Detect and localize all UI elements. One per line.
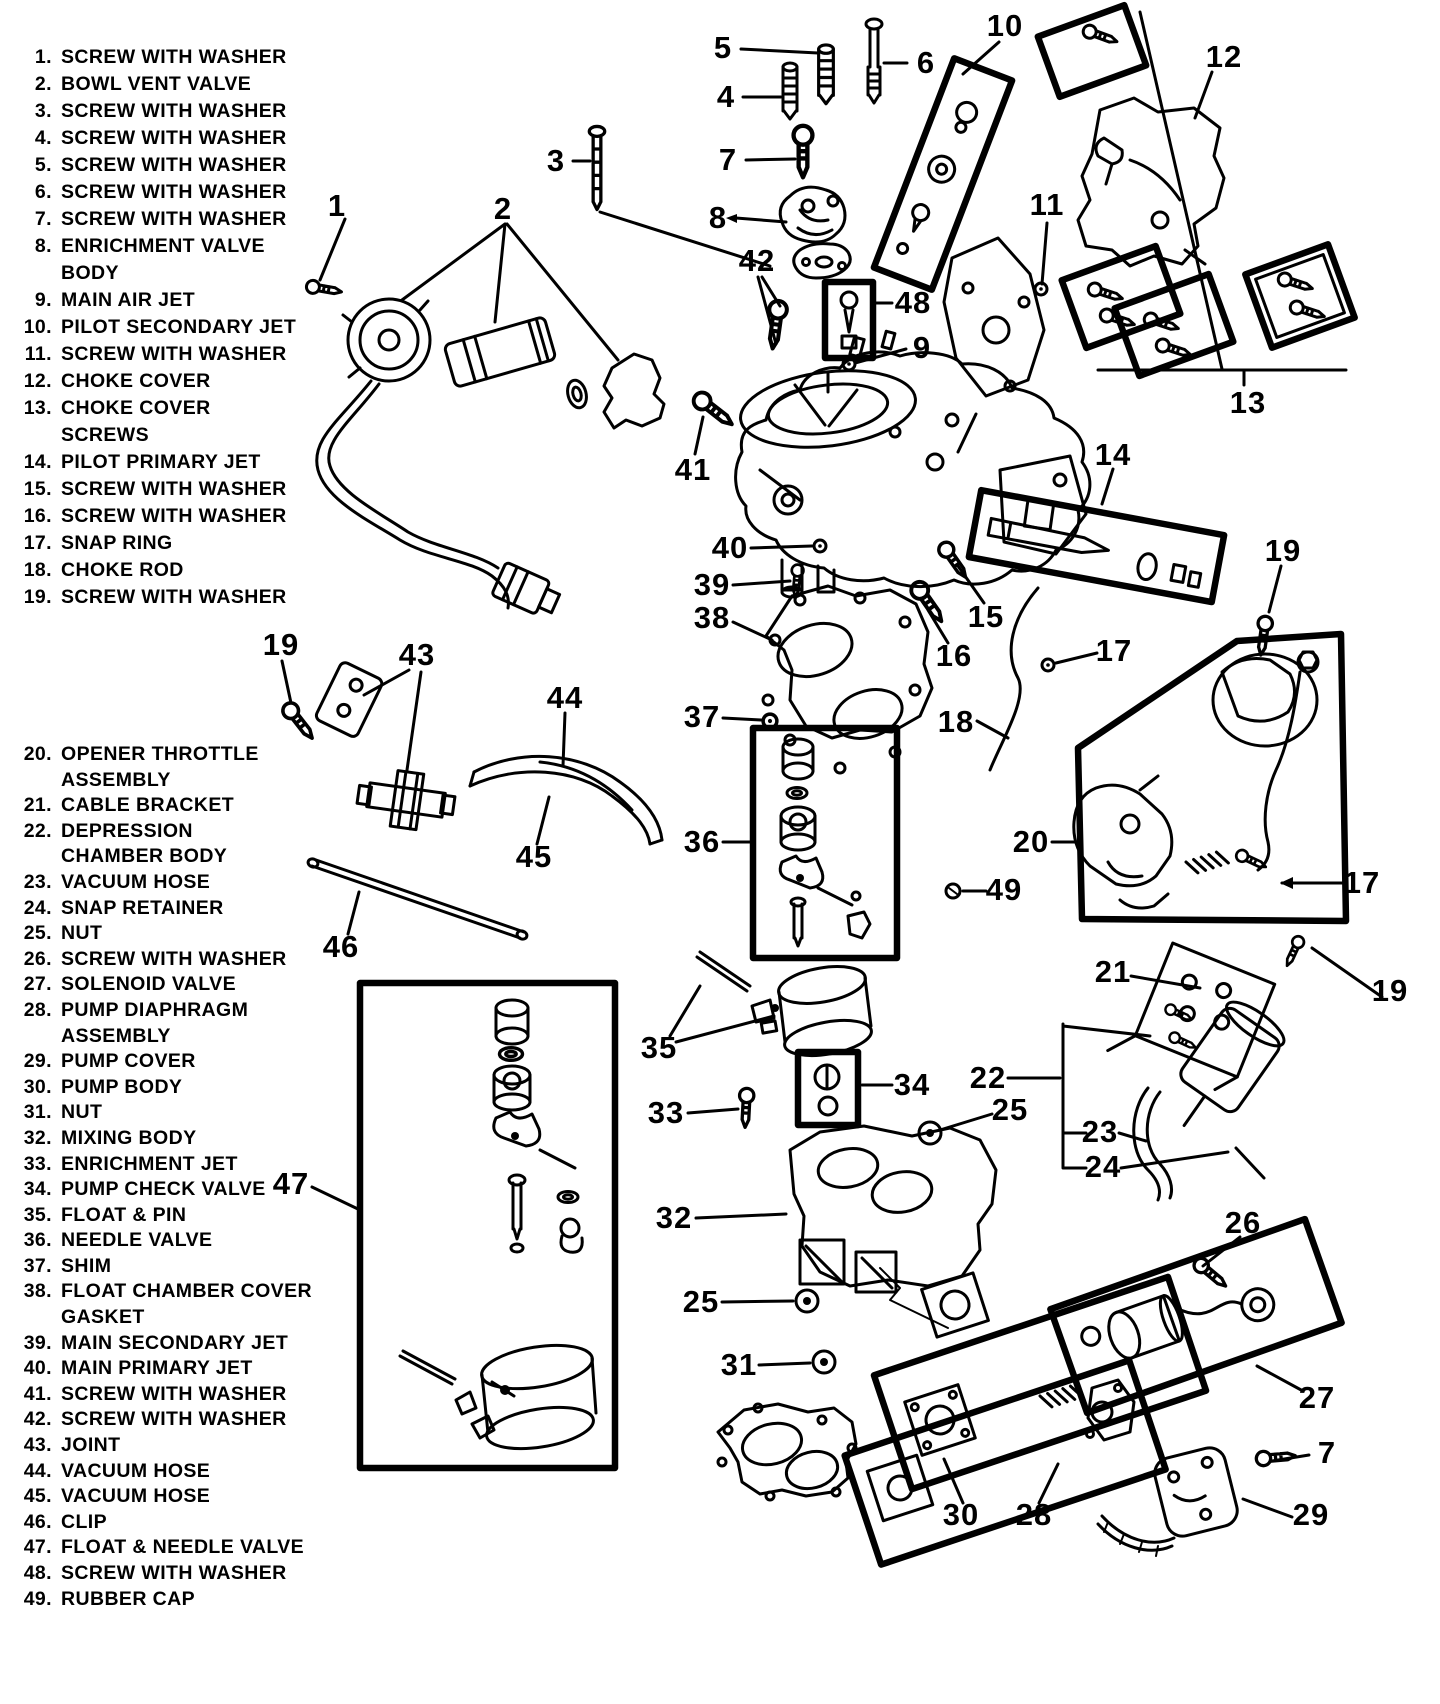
callout-number-20: 20: [1012, 824, 1050, 859]
part-label: CHOKE ROD: [61, 559, 184, 581]
callout-number-46: 46: [322, 929, 360, 964]
callout-number-19: 19: [1264, 533, 1302, 568]
part-label: NUT: [61, 1101, 103, 1124]
parts-list-item: [14, 742, 312, 768]
callout-number-40: 40: [711, 530, 749, 565]
part-number: 31.: [23, 1101, 52, 1124]
part-number: 14.: [23, 451, 52, 473]
part-label: MIXING BODY: [61, 1126, 197, 1149]
parts-list-item: [14, 503, 296, 530]
callout-number-45: 45: [515, 839, 553, 874]
parts-list-item: [14, 1024, 312, 1050]
parts-list-item: [14, 1331, 312, 1357]
part-label: SCREW WITH WASHER: [61, 1562, 287, 1584]
part-label: VACUUM HOSE: [61, 870, 211, 893]
part-label: GASKET: [61, 1306, 145, 1329]
part-number: 17.: [23, 532, 52, 554]
callout-number-41: 41: [674, 452, 712, 487]
callout-number-36: 36: [683, 824, 721, 859]
parts-list-item: [14, 1100, 312, 1126]
parts-list-item: [14, 368, 296, 395]
parts-list-item: [14, 341, 296, 368]
part-number: 9.: [34, 289, 52, 311]
part-label: SCREW WITH WASHER: [61, 100, 287, 122]
part-label: SOLENOID VALVE: [61, 973, 236, 996]
part-number: 5.: [34, 154, 52, 176]
part-number: 42.: [23, 1408, 52, 1431]
part-label: SCREW WITH WASHER: [61, 1382, 287, 1405]
parts-list-item: [14, 44, 296, 71]
part-label: SHIM: [61, 1254, 112, 1277]
callout-number-25: 25: [991, 1092, 1029, 1127]
part-label: CHAMBER BODY: [61, 845, 228, 868]
parts-list-item: [14, 1126, 312, 1152]
parts-list-item: [14, 1433, 312, 1459]
part-number: [14, 422, 52, 449]
callout-number-49: 49: [985, 872, 1023, 907]
part-label: SCREW WITH WASHER: [61, 127, 287, 149]
callout-number-8: 8: [708, 200, 728, 235]
part-label: CABLE BRACKET: [61, 794, 235, 817]
part-label: ASSEMBLY: [61, 768, 171, 791]
part-number: 49.: [23, 1587, 52, 1610]
part-label: SCREW WITH WASHER: [61, 181, 287, 203]
part-number: [14, 1305, 52, 1331]
parts-list-item: [14, 921, 312, 947]
callout-number-11: 11: [1029, 187, 1065, 222]
part-number: 47.: [23, 1536, 52, 1559]
part-number: 45.: [23, 1485, 52, 1508]
parts-list-item: [14, 768, 312, 794]
part-label: PILOT PRIMARY JET: [61, 451, 261, 473]
part-label: SCREWS: [61, 424, 149, 446]
part-number: 25.: [23, 922, 52, 945]
callout-number-47: 47: [272, 1166, 310, 1201]
part-number: 15.: [23, 478, 52, 500]
parts-list-item: [14, 98, 296, 125]
parts-list-item: [14, 1484, 312, 1510]
part-label: MAIN PRIMARY JET: [61, 1357, 253, 1380]
part-number: [14, 1024, 52, 1050]
part-label: PUMP BODY: [61, 1075, 183, 1098]
part-label: SCREW WITH WASHER: [61, 478, 287, 500]
part-label: SCREW WITH WASHER: [61, 586, 287, 608]
part-number: 13.: [23, 397, 52, 419]
parts-list-item: [14, 1587, 312, 1613]
part-number: 44.: [23, 1459, 52, 1482]
part-number: 35.: [23, 1203, 52, 1226]
callout-number-15: 15: [967, 599, 1005, 634]
parts-list-item: [14, 1535, 312, 1561]
callout-number-30: 30: [942, 1497, 980, 1532]
parts-list-item: [14, 287, 296, 314]
part-number: 3.: [34, 100, 52, 122]
parts-list-item: [14, 896, 312, 922]
part-number: 24.: [23, 896, 52, 919]
callout-number-7: 7: [1317, 1435, 1337, 1470]
parts-list-item: [14, 947, 312, 973]
part-label: SCREW WITH WASHER: [61, 46, 287, 68]
parts-list-item: [14, 1203, 312, 1229]
part-number: 34.: [23, 1178, 52, 1201]
parts-list-item: [14, 1177, 312, 1203]
part-number: 21.: [23, 794, 52, 817]
part-number: 20.: [23, 743, 52, 765]
part-label: SNAP RING: [61, 532, 173, 554]
parts-list-item: [14, 449, 296, 476]
parts-list-item: [14, 1356, 312, 1382]
callout-number-25: 25: [682, 1284, 720, 1319]
callout-number-28: 28: [1015, 1497, 1053, 1532]
part-number: 32.: [23, 1126, 52, 1149]
part-number: 40.: [23, 1357, 52, 1380]
part-number: 41.: [23, 1382, 52, 1405]
part-number: 28.: [23, 998, 52, 1021]
part-label: VACUUM HOSE: [61, 1485, 211, 1508]
parts-list-item: [14, 395, 296, 422]
callout-number-35: 35: [640, 1030, 678, 1065]
parts-list-item: [14, 844, 312, 870]
callout-number-10: 10: [986, 8, 1024, 43]
part-label: ASSEMBLY: [61, 1024, 171, 1047]
part-number: 16.: [23, 505, 52, 527]
part-label: SCREW WITH WASHER: [61, 208, 287, 230]
parts-list-item: [14, 1510, 312, 1536]
part-number: 7.: [34, 208, 52, 230]
callout-number-38: 38: [693, 600, 731, 635]
part-number: 39.: [23, 1331, 52, 1354]
parts-list-item: [14, 1459, 312, 1485]
parts-list-item: [14, 422, 296, 449]
callout-number-29: 29: [1292, 1497, 1330, 1532]
callout-number-17: 17: [1343, 865, 1381, 900]
part-label: PUMP DIAPHRAGM: [61, 998, 249, 1021]
part-number: 23.: [23, 870, 52, 893]
parts-list-item: [14, 1561, 312, 1587]
part-number: 6.: [34, 181, 52, 203]
part-number: 46.: [23, 1510, 52, 1533]
part-label: MAIN SECONDARY JET: [61, 1331, 289, 1354]
parts-list-upper: [14, 44, 296, 611]
part-label: SCREW WITH WASHER: [61, 154, 287, 176]
part-label: DEPRESSION: [61, 819, 193, 842]
part-number: 26.: [23, 947, 52, 970]
callout-number-19: 19: [1371, 973, 1409, 1008]
part-label: PUMP CHECK VALVE: [61, 1178, 266, 1201]
part-number: 1.: [34, 46, 52, 68]
part-label: CLIP: [61, 1510, 108, 1533]
part-label: PUMP COVER: [61, 1050, 196, 1073]
callout-number-42: 42: [738, 243, 776, 278]
callout-number-43: 43: [398, 637, 436, 672]
part-label: CHOKE COVER: [61, 370, 211, 392]
callout-number-31: 31: [720, 1347, 758, 1382]
part-number: 38.: [23, 1280, 52, 1303]
parts-list-item: [14, 206, 296, 233]
part-number: 10.: [23, 316, 52, 338]
part-number: 29.: [23, 1050, 52, 1073]
parts-list-item: [14, 1305, 312, 1331]
part-label: SCREW WITH WASHER: [61, 1408, 287, 1431]
part-number: 36.: [23, 1229, 52, 1252]
part-label: PILOT SECONDARY JET: [61, 316, 297, 338]
callout-number-7: 7: [718, 142, 738, 177]
part-label: SCREW WITH WASHER: [61, 505, 287, 527]
parts-list-item: [14, 314, 296, 341]
parts-list-lower: [14, 742, 312, 1612]
parts-list-item: [14, 1075, 312, 1101]
callout-number-27: 27: [1298, 1380, 1336, 1415]
part-label: BODY: [61, 262, 119, 284]
parts-list-item: [14, 179, 296, 206]
callout-number-13: 13: [1229, 385, 1267, 420]
parts-list-item: [14, 1382, 312, 1408]
callout-number-22: 22: [969, 1060, 1007, 1095]
part-label: FLOAT CHAMBER COVER: [61, 1280, 312, 1303]
part-number: [14, 260, 52, 287]
callout-number-9: 9: [912, 330, 932, 365]
parts-list-item: [14, 1407, 312, 1433]
part-number: 4.: [34, 127, 52, 149]
part-label: JOINT: [61, 1434, 121, 1457]
parts-list-item: [14, 1228, 312, 1254]
callout-number-26: 26: [1224, 1205, 1262, 1240]
part-number: 18.: [23, 559, 52, 581]
parts-list-item: [14, 1152, 312, 1178]
parts-list-item: [14, 71, 296, 98]
part-label: OPENER THROTTLE: [61, 743, 259, 765]
part-number: 11.: [24, 343, 52, 365]
parts-list-item: [14, 972, 312, 998]
part-label: NUT: [61, 922, 103, 945]
part-number: [14, 844, 52, 870]
parts-list-item: [14, 152, 296, 179]
callout-number-39: 39: [693, 567, 731, 602]
parts-list-item: [14, 476, 296, 503]
part-number: 43.: [23, 1434, 52, 1457]
part-label: FLOAT & NEEDLE VALVE: [61, 1536, 305, 1559]
callout-number-44: 44: [546, 680, 584, 715]
part-number: 22.: [23, 819, 52, 842]
parts-list-item: [14, 1279, 312, 1305]
part-number: 33.: [23, 1152, 52, 1175]
parts-list-item: [14, 793, 312, 819]
part-number: 27.: [23, 973, 52, 996]
callout-number-23: 23: [1081, 1114, 1119, 1149]
part-label: ENRICHMENT JET: [61, 1152, 238, 1175]
callout-number-14: 14: [1094, 437, 1132, 472]
callout-number-48: 48: [894, 285, 932, 320]
callout-number-3: 3: [546, 143, 566, 178]
part-number: 8.: [34, 235, 52, 257]
part-label: SCREW WITH WASHER: [61, 947, 287, 970]
part-label: BOWL VENT VALVE: [61, 73, 252, 95]
parts-list-item: [14, 819, 312, 845]
callout-number-2: 2: [493, 191, 513, 226]
part-number: 2.: [34, 73, 52, 95]
parts-list-item: [14, 870, 312, 896]
part-label: ENRICHMENT VALVE: [61, 235, 265, 257]
callout-number-33: 33: [647, 1095, 685, 1130]
callout-number-32: 32: [655, 1200, 693, 1235]
parts-list-item: [14, 260, 296, 287]
part-label: SNAP RETAINER: [61, 896, 224, 919]
part-number: 37.: [23, 1254, 52, 1277]
callout-number-34: 34: [893, 1067, 931, 1102]
part-label: FLOAT & PIN: [61, 1203, 187, 1226]
callout-number-24: 24: [1084, 1149, 1122, 1184]
part-number: 19.: [23, 586, 52, 608]
parts-list-item: [14, 1254, 312, 1280]
callout-number-1: 1: [327, 188, 347, 223]
callout-number-4: 4: [716, 79, 736, 114]
part-label: CHOKE COVER: [61, 397, 211, 419]
part-number: 48.: [23, 1562, 52, 1584]
part-number: 30.: [23, 1075, 52, 1098]
part-label: SCREW WITH WASHER: [61, 343, 287, 365]
parts-list-item: [14, 584, 296, 611]
callout-number-12: 12: [1205, 39, 1243, 74]
part-number: [14, 768, 52, 794]
parts-list-item: [14, 557, 296, 584]
parts-list-item: [14, 998, 312, 1024]
parts-list-item: [14, 125, 296, 152]
part-label: VACUUM HOSE: [61, 1459, 211, 1482]
parts-list-item: [14, 530, 296, 557]
callout-number-18: 18: [937, 704, 975, 739]
callout-number-37: 37: [683, 699, 721, 734]
callout-number-6: 6: [916, 45, 936, 80]
parts-list-item: [14, 1049, 312, 1075]
part-number: 12.: [23, 370, 52, 392]
part-label: NEEDLE VALVE: [61, 1229, 213, 1252]
callout-number-5: 5: [713, 30, 733, 65]
parts-list-item: [14, 233, 296, 260]
part-label: MAIN AIR JET: [61, 289, 196, 311]
part-label: RUBBER CAP: [61, 1587, 196, 1610]
callout-number-21: 21: [1094, 954, 1132, 989]
callout-number-16: 16: [935, 638, 973, 673]
callout-number-19: 19: [262, 627, 300, 662]
callout-number-17: 17: [1095, 633, 1133, 668]
